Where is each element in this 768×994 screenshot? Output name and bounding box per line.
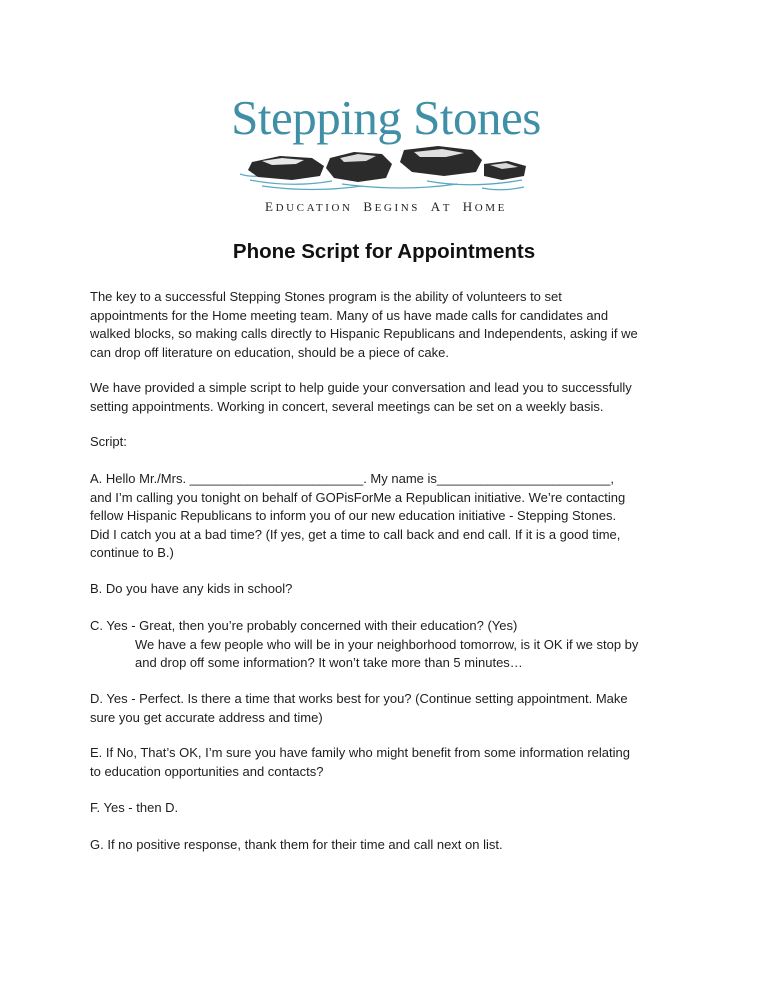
text-line: Did I catch you at a bad time? (If yes, get a time to call back and end call. If it is a good time, [90, 526, 621, 542]
text-line: F. Yes - then D. [90, 800, 179, 815]
stepping-stones-logo [228, 90, 544, 220]
text-line: continue to B.) [90, 545, 174, 560]
text-line: can drop off literature on education, should be a piece of cake. [90, 344, 449, 360]
text-line: sure you get accurate address and time) [90, 709, 323, 725]
text-line: and I’m calling you tonight on behalf of GOPisForMe a Republican initiative. We’re contacting [90, 489, 626, 505]
text-line: D. Yes - Perfect. Is there a time that works best for you? (Continue setting appointment. Make [90, 691, 628, 706]
text-line: C. Yes - Great, then you’re probably concerned with their education? (Yes) [90, 618, 518, 633]
text-line: appointments for the Home meeting team. Many of us have made calls for candidates and [90, 307, 609, 323]
text-line: fellow Hispanic Republicans to inform you of our new education initiative - Stepping Stones. [90, 508, 617, 523]
text-line: walked blocks, so making calls directly to Hispanic Republicans and Independents, asking if we [90, 326, 638, 341]
script-step-d [90, 690, 690, 727]
script-step-g [90, 836, 690, 855]
guide-paragraph [90, 379, 690, 416]
text-line: E. If No, That’s OK, I’m sure you have family who might benefit from some information relating [90, 745, 630, 760]
text-line: to education opportunities and contacts? [90, 763, 324, 779]
logo-wordmark: Stepping Stones [231, 90, 541, 145]
script-step-c [90, 617, 690, 673]
page-title: Phone Script for Appointments [232, 240, 536, 263]
script-step-e [90, 744, 690, 781]
text-line: G. If no positive response, thank them for their time and call next on list. [90, 837, 503, 852]
logo-tagline: EDUCATION BEGINS AT HOME [265, 199, 507, 214]
text-line: Script: [90, 434, 127, 449]
stones [248, 146, 526, 182]
text-line: We have a few people who will be in your neighborhood tomorrow, is it OK if we stop by [135, 636, 639, 652]
text-line: B. Do you have any kids in school? [90, 581, 293, 596]
text-line: setting appointments. Working in concert, several meetings can be set on a weekly basis. [90, 398, 604, 414]
intro-paragraph [90, 288, 690, 362]
script-step-f [90, 799, 690, 818]
text-line: The key to a successful Stepping Stones program is the ability of volunteers to set [90, 289, 562, 304]
text-line: A. Hello Mr./Mrs. ________________________. My name is________________________, [90, 471, 615, 486]
text-line: We have provided a simple script to help guide your conversation and lead you to successfully [90, 380, 632, 395]
text-line: and drop off some information? It won’t take more than 5 minutes… [135, 655, 523, 670]
script-label [90, 433, 690, 452]
stones-in-water-illustration [232, 144, 532, 194]
script-step-a [90, 470, 690, 563]
script-step-b [90, 580, 690, 599]
